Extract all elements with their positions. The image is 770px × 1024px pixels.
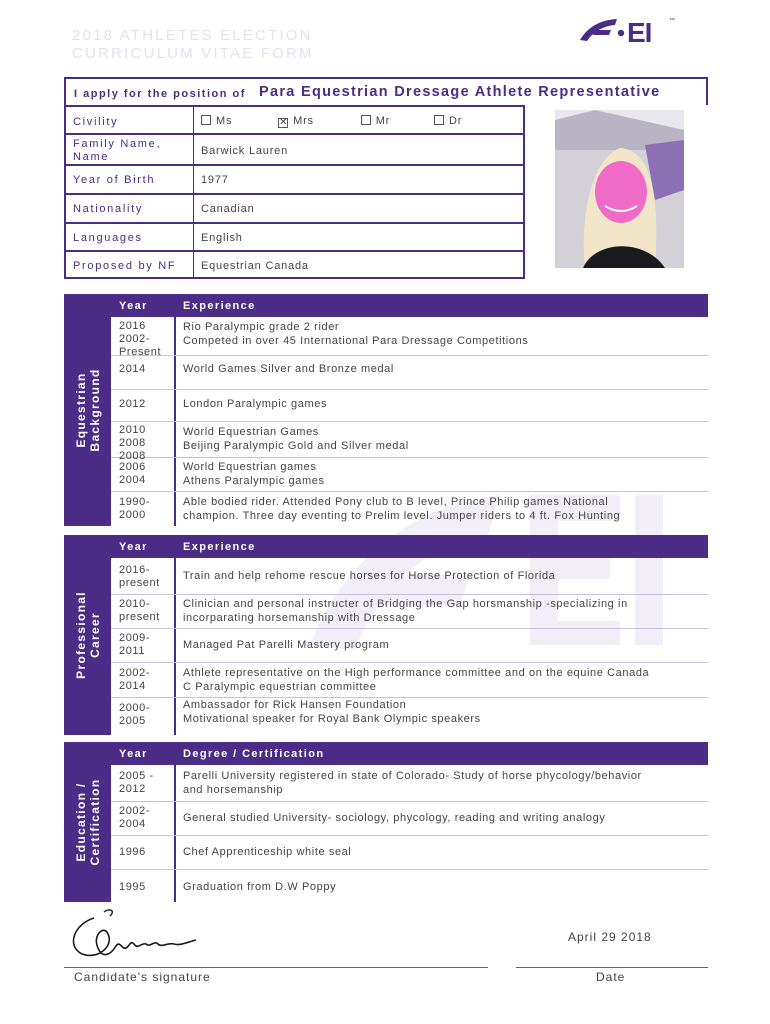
education-col-degree: Degree / Certification: [183, 748, 325, 760]
date-line: [516, 967, 708, 968]
professional-col-experience: Experience: [183, 541, 256, 553]
fei-logo: [577, 14, 677, 46]
checked-checkbox-icon[interactable]: ✕: [279, 117, 289, 128]
svg-text:™: ™: [669, 18, 675, 24]
professional-detail-3: Managed Pat Parelli Mastery program: [183, 639, 390, 651]
education-side-label: Education / Certification: [74, 778, 102, 866]
equestrian-col-year: Year: [119, 300, 148, 312]
education-detail-4: Graduation from D.W Poppy: [183, 881, 337, 893]
date-label: Date: [596, 970, 626, 984]
education-year-1: 2005 - 2012: [119, 770, 154, 795]
education-header: [111, 742, 708, 765]
row-separator: [111, 389, 708, 390]
equestrian-side-panel: [64, 294, 111, 526]
equestrian-detail-3: London Paralympic games: [183, 398, 328, 410]
equestrian-detail-1: Rio Paralympic grade 2 rider Competed in over 45 International Para Dressage Competitions: [183, 321, 529, 347]
candidate-photo: [555, 110, 684, 268]
equestrian-year-6: 1990- 2000: [119, 496, 151, 521]
professional-header: [111, 535, 708, 558]
civility-option-dr[interactable]: Dr: [434, 115, 462, 127]
education-year-3: 1996: [119, 846, 146, 858]
row-separator: [111, 697, 708, 698]
year-of-birth-row: [64, 164, 524, 193]
equestrian-year-4: 2010 2008 2008: [119, 424, 146, 462]
year-of-birth-value: 1977: [201, 174, 229, 186]
checkbox-icon[interactable]: [434, 115, 444, 125]
family-name-label: Family Name, Name: [73, 138, 162, 163]
professional-year-2: 2010- present: [119, 598, 160, 623]
civility-row: [64, 105, 524, 133]
languages-value: English: [201, 232, 243, 244]
professional-col-divider: [174, 558, 176, 735]
row-separator: [111, 869, 708, 870]
professional-year-1: 2016- present: [119, 564, 160, 589]
nationality-label: Nationality: [73, 203, 144, 215]
nationality-value: Canadian: [201, 203, 255, 215]
signature-line: [64, 967, 488, 968]
row-separator: [111, 594, 708, 595]
row-separator: [111, 662, 708, 663]
equestrian-side-label: Equestrian Background: [74, 368, 102, 452]
professional-side-label: Professional Career: [74, 591, 102, 679]
proposed-row: [64, 250, 524, 279]
year-of-birth-label: Year of Birth: [73, 174, 156, 186]
education-side-panel: [64, 742, 111, 902]
date-value: April 29 2018: [568, 930, 652, 944]
checkbox-icon[interactable]: [361, 115, 371, 125]
professional-detail-4: Athlete representative on the High performance committee and on the equine Canada C Paralympic equestrian committee: [183, 667, 650, 693]
education-year-4: 1995: [119, 881, 146, 893]
family-name-row: [64, 133, 524, 164]
checkbox-icon[interactable]: [201, 115, 211, 125]
row-separator: [111, 421, 708, 422]
row-separator: [111, 835, 708, 836]
equestrian-year-1: 2016 2002- Present: [119, 320, 162, 358]
professional-detail-2: Clinician and personal instructer of Bridging the Gap horsmanship -specializing in incorparating horsemanship with Dressage: [183, 598, 628, 624]
row-separator: [111, 801, 708, 802]
row-separator: [111, 628, 708, 629]
equestrian-detail-4: World Equestrian Games Beijing Paralympic Gold and Silver medal: [183, 426, 409, 452]
equestrian-detail-6: Able bodied rider. Attended Pony club to B level, Prince Philip games National champion. Three day eventing to Prelim level. Jumper riders to 4 ft. Fox Hunting: [183, 496, 621, 522]
row-separator: [111, 491, 708, 492]
apply-prefix: I apply for the position of: [74, 88, 246, 100]
equestrian-detail-2: World Games Silver and Bronze medal: [183, 363, 394, 375]
proposed-value: Equestrian Canada: [201, 260, 309, 272]
svg-text:EI: EI: [627, 17, 652, 48]
equestrian-header: [111, 294, 708, 317]
professional-detail-1: Train and help rehome rescue horses for Horse Protection of Florida: [183, 570, 556, 582]
civility-option-mr[interactable]: Mr: [361, 115, 390, 127]
applied-position: Para Equestrian Dressage Athlete Representative: [259, 84, 661, 100]
professional-side-panel: [64, 535, 111, 735]
languages-label: Languages: [73, 232, 143, 244]
education-col-year: Year: [119, 748, 148, 760]
professional-col-year: Year: [119, 541, 148, 553]
education-year-2: 2002- 2004: [119, 805, 151, 830]
apply-position-bar: [64, 77, 708, 105]
civility-label: Civility: [73, 116, 119, 128]
civility-options: [201, 115, 462, 128]
education-detail-1: Parelli University registered in state of Colorado- Study of horse phycology/behavior and horsemanship: [183, 770, 642, 796]
civility-option-ms[interactable]: Ms: [201, 115, 232, 127]
equestrian-year-5: 2006 2004: [119, 461, 146, 486]
equestrian-col-experience: Experience: [183, 300, 256, 312]
form-title: [72, 27, 314, 63]
nationality-row: [64, 193, 524, 222]
civility-option-mrs[interactable]: ✕ Mrs: [279, 115, 314, 128]
proposed-label: Proposed by NF: [73, 260, 177, 272]
equestrian-year-2: 2014: [119, 363, 146, 375]
professional-year-3: 2009- 2011: [119, 632, 151, 657]
education-detail-3: Chef Apprenticeship white seal: [183, 846, 352, 858]
signature-label: Candidate's signature: [74, 970, 211, 984]
form-title-line2: CURRICULUM VITAE FORM: [72, 45, 314, 62]
languages-row: [64, 222, 524, 250]
education-detail-2: General studied University- sociology, phycology, reading and writing analogy: [183, 812, 606, 824]
professional-year-5: 2000- 2005: [119, 702, 151, 727]
professional-year-4: 2002- 2014: [119, 667, 151, 692]
row-separator: [111, 457, 708, 458]
equestrian-year-3: 2012: [119, 398, 146, 410]
row-separator: [111, 355, 708, 356]
candidate-signature-drawing: [64, 906, 204, 966]
form-title-line1: 2018 ATHLETES ELECTION: [72, 27, 313, 44]
professional-detail-5: Ambassador for Rick Hansen Foundation Motivational speaker for Royal Bank Olympic speakers: [183, 699, 481, 725]
family-name-value: Barwick Lauren: [201, 145, 289, 157]
equestrian-detail-5: World Equestrian games Athens Paralympic games: [183, 461, 325, 487]
education-col-divider: [174, 765, 176, 902]
